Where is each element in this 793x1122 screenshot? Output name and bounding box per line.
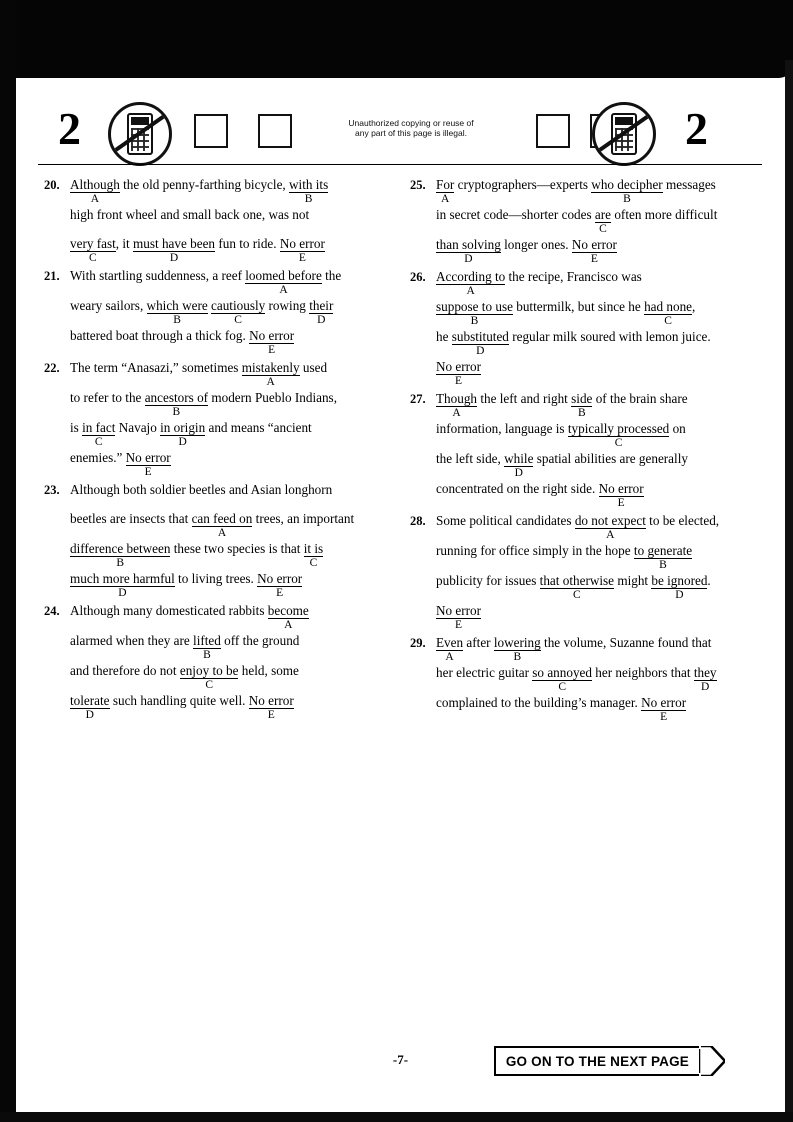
- choice-B-label: B: [513, 651, 522, 663]
- choice-E-label: E: [144, 466, 152, 478]
- copyright-note-line1: Unauthorized copying or reuse of: [348, 118, 474, 128]
- choice-E-label: E: [268, 344, 276, 356]
- stem-text: The term “Anasazi,” sometimes: [70, 360, 239, 375]
- choice-A-label: A: [217, 527, 227, 539]
- choice-B-label: B: [304, 193, 313, 205]
- choice-E-text[interactable]: No error: [279, 236, 325, 251]
- choice-C-text[interactable]: enjoy to be: [179, 663, 239, 678]
- page-number: -7-: [392, 1052, 409, 1067]
- choice-C-text[interactable]: very fast: [70, 236, 116, 251]
- choice-C-text[interactable]: it is: [303, 541, 324, 556]
- question-number: 23.: [44, 483, 60, 497]
- stem-text: beetles are insects that: [70, 511, 189, 526]
- copyright-note-line2: any part of this page is illegal.: [355, 128, 467, 138]
- section-number-right: 2: [685, 103, 708, 154]
- choice-B-label: B: [577, 407, 586, 419]
- question-column-right: [410, 178, 740, 728]
- stem-text: these two species is that: [173, 541, 301, 556]
- checkbox-1[interactable]: [194, 114, 228, 148]
- choice-E-text[interactable]: No error: [125, 450, 171, 465]
- stem-text: to be elected,: [649, 513, 720, 528]
- choice-D-label: D: [169, 252, 179, 264]
- question-number: 27.: [410, 392, 426, 406]
- choice-E-label: E: [267, 709, 275, 721]
- choice-A-label: A: [441, 193, 450, 205]
- stem-text: used: [302, 360, 328, 375]
- stem-text: concentrated on the right side.: [436, 481, 596, 496]
- stem-text: on: [672, 421, 686, 436]
- go-on-banner: [494, 1046, 725, 1076]
- choice-E-text[interactable]: No error: [598, 481, 644, 496]
- stem-text: in secret code—shorter codes: [436, 207, 592, 222]
- choice-E-label: E: [455, 375, 463, 387]
- choice-D-text[interactable]: while: [504, 451, 534, 466]
- choice-C-label: C: [205, 679, 213, 691]
- question-28: [410, 513, 740, 631]
- choice-A-text[interactable]: do not expect: [574, 513, 646, 528]
- stem-text: and means “ancient: [208, 420, 312, 435]
- choice-D-label: D: [85, 709, 94, 721]
- choice-D-text[interactable]: than solving: [436, 237, 501, 252]
- choice-E-text[interactable]: No error: [249, 328, 295, 343]
- stem-text: weary sailors,: [70, 298, 144, 313]
- choice-C-label: C: [599, 223, 607, 235]
- stem-text: spatial abilities are generally: [536, 451, 688, 466]
- choice-A-text[interactable]: According to: [436, 269, 506, 284]
- stem-text: With startling suddenness, a reef: [70, 268, 242, 283]
- choice-A-text[interactable]: mistakenly: [241, 360, 300, 375]
- question-25: [410, 177, 740, 265]
- choice-B-label: B: [173, 314, 181, 326]
- choice-D-label: D: [464, 253, 473, 265]
- choice-C-label: C: [89, 252, 97, 264]
- stem-text: the volume, Suzanne found that: [544, 635, 712, 650]
- stem-text: the: [325, 268, 342, 283]
- choice-D-label: D: [514, 467, 523, 479]
- header-divider: [38, 164, 762, 165]
- go-on-label: GO ON TO THE NEXT PAGE: [494, 1046, 699, 1076]
- question-20: [44, 177, 374, 264]
- stem-text: .: [707, 573, 711, 588]
- stem-text: cryptographers—experts: [457, 177, 588, 192]
- choice-E-text[interactable]: No error: [571, 237, 617, 252]
- choice-A-label: A: [90, 193, 100, 205]
- question-number: 28.: [410, 514, 426, 528]
- choice-E-text[interactable]: No error: [257, 571, 303, 586]
- question-number: 26.: [410, 270, 426, 284]
- choice-D-text[interactable]: be ignored: [651, 573, 708, 588]
- stem-text: regular milk soured with lemon juice.: [512, 329, 711, 344]
- stem-text: alarmed when they are: [70, 633, 190, 648]
- question-column-left: [44, 178, 374, 726]
- choice-C-label: C: [664, 315, 672, 327]
- question-number: 24.: [44, 604, 60, 618]
- question-26: [410, 269, 740, 387]
- stem-text: Although both soldier beetles and Asian longhorn: [70, 482, 333, 497]
- page-sheet: [16, 78, 785, 1112]
- choice-B-text[interactable]: difference between: [70, 541, 171, 556]
- choice-A-label: A: [452, 407, 461, 419]
- choice-C-label: C: [309, 557, 318, 569]
- choice-D-label: D: [118, 587, 127, 599]
- stem-text: battered boat through a thick fog.: [70, 328, 246, 343]
- question-22: [44, 360, 374, 478]
- question-number: 29.: [410, 636, 426, 650]
- question-27: [410, 391, 740, 509]
- stem-text: held, some: [241, 663, 299, 678]
- stem-text: modern Pueblo Indians,: [211, 390, 337, 405]
- choice-A-text[interactable]: For: [436, 177, 455, 192]
- choice-C-text[interactable]: cautiously: [211, 298, 266, 313]
- question-29: [410, 635, 740, 723]
- choice-D-label: D: [476, 345, 485, 357]
- stem-text: is: [70, 420, 79, 435]
- stem-text: the recipe, Francisco was: [508, 269, 642, 284]
- choice-A-label: A: [445, 651, 454, 663]
- question-number: 22.: [44, 361, 60, 375]
- choice-A-label: A: [466, 285, 475, 297]
- stem-text: to living trees.: [178, 571, 254, 586]
- choice-B-text[interactable]: suppose to use: [436, 299, 513, 314]
- stem-text: trees, an important: [255, 511, 355, 526]
- question-number: 20.: [44, 178, 60, 192]
- stem-text: her neighbors that: [595, 665, 691, 680]
- stem-text: publicity for issues: [436, 573, 537, 588]
- question-number: 21.: [44, 269, 60, 283]
- choice-D-text[interactable]: much more harmful: [70, 571, 175, 586]
- scan-edge-left: [0, 0, 16, 1122]
- choice-C-label: C: [573, 589, 581, 601]
- choice-B-text[interactable]: ancestors of: [144, 390, 209, 405]
- copyright-note: [336, 118, 486, 138]
- choice-A-label: A: [279, 284, 288, 296]
- choice-E-text[interactable]: No error: [436, 359, 482, 374]
- stem-text: Navajo: [118, 420, 157, 435]
- choice-E-label: E: [455, 619, 463, 631]
- choice-C-text[interactable]: had none: [644, 299, 693, 314]
- section-number-left: 2: [58, 103, 81, 154]
- choice-A-label: A: [266, 376, 275, 388]
- choice-A-text[interactable]: loomed before: [245, 268, 322, 283]
- scan-edge-top: [0, 0, 793, 78]
- stem-text: ,: [692, 299, 696, 314]
- choice-D-text[interactable]: must have been: [133, 236, 216, 251]
- choice-A-text[interactable]: Even: [436, 635, 464, 650]
- stem-text: the old penny-farthing bicycle,: [123, 177, 286, 192]
- stem-text: often more difficult: [614, 207, 718, 222]
- choice-B-text[interactable]: lifted: [193, 633, 221, 648]
- choice-E-text[interactable]: No error: [248, 693, 294, 708]
- stem-text: the left side,: [436, 451, 501, 466]
- choice-E-text[interactable]: No error: [436, 603, 482, 618]
- choice-B-text[interactable]: with its: [289, 177, 329, 192]
- stem-text: her electric guitar: [436, 665, 529, 680]
- choice-E-text[interactable]: No error: [641, 695, 687, 710]
- choice-D-text[interactable]: in origin: [160, 420, 206, 435]
- choice-E-label: E: [617, 497, 625, 509]
- choice-A-text[interactable]: become: [267, 603, 309, 618]
- choice-D-text[interactable]: their: [309, 298, 334, 313]
- choice-D-label: D: [675, 589, 684, 601]
- choice-B-label: B: [116, 557, 125, 569]
- choice-B-label: B: [203, 649, 211, 661]
- question-24: [44, 603, 374, 721]
- stem-text: Although many domesticated rabbits: [70, 603, 265, 618]
- question-21: [44, 268, 374, 356]
- stem-text: longer ones.: [504, 237, 569, 252]
- choice-C-text[interactable]: typically processed: [567, 421, 670, 436]
- choice-D-text[interactable]: substituted: [451, 329, 509, 344]
- choice-C-label: C: [558, 681, 566, 693]
- stem-text: might: [617, 573, 649, 588]
- choice-C-text[interactable]: so annoyed: [532, 665, 592, 680]
- choice-A-text[interactable]: Although: [70, 177, 120, 192]
- question-number: 25.: [410, 178, 426, 192]
- choice-B-text[interactable]: side: [571, 391, 593, 406]
- stem-text: messages: [666, 177, 716, 192]
- stem-text: information, language is: [436, 421, 565, 436]
- choice-E-label: E: [590, 253, 598, 265]
- choice-A-text[interactable]: can feed on: [191, 511, 253, 526]
- choice-C-label: C: [234, 314, 242, 326]
- stem-text: running for office simply in the hope: [436, 543, 631, 558]
- stem-text: complained to the building’s manager.: [436, 695, 638, 710]
- stem-text: and therefore do not: [70, 663, 177, 678]
- scan-edge-right: [785, 60, 793, 1122]
- stem-text: rowing: [268, 298, 306, 313]
- choice-C-text[interactable]: in fact: [82, 420, 116, 435]
- choice-D-label: D: [178, 436, 187, 448]
- choice-B-text[interactable]: lowering: [493, 635, 541, 650]
- no-calculator-icon: [592, 102, 656, 166]
- choice-A-label: A: [284, 619, 293, 631]
- stem-text: off the ground: [224, 633, 300, 648]
- choice-C-label: C: [94, 436, 103, 448]
- stem-text: such handling quite well.: [112, 693, 246, 708]
- stem-text: enemies.”: [70, 450, 123, 465]
- choice-D-text[interactable]: they: [693, 665, 717, 680]
- choice-E-label: E: [276, 587, 284, 599]
- stem-text: Some political candidates: [436, 513, 572, 528]
- checkbox-3[interactable]: [536, 114, 570, 148]
- arrow-right-icon: [699, 1046, 725, 1076]
- choice-B-text[interactable]: to generate: [633, 543, 693, 558]
- scan-edge-bottom: [0, 1112, 793, 1122]
- page-header: [36, 96, 766, 162]
- choice-B-label: B: [623, 193, 631, 205]
- stem-text: the left and right: [480, 391, 568, 406]
- choice-C-label: C: [614, 437, 623, 449]
- no-calculator-icon: [108, 102, 172, 166]
- question-23: [44, 482, 374, 599]
- choice-B-text[interactable]: who decipher: [591, 177, 663, 192]
- stem-text: after: [466, 635, 491, 650]
- choice-D-label: D: [701, 681, 710, 693]
- choice-D-label: D: [317, 314, 326, 326]
- stem-text: he: [436, 329, 449, 344]
- stem-text: high front wheel and small back one, was not: [70, 207, 310, 222]
- choice-B-text[interactable]: which were: [146, 298, 208, 313]
- stem-text: to refer to the: [70, 390, 142, 405]
- stem-text: of the brain share: [595, 391, 688, 406]
- checkbox-2[interactable]: [258, 114, 292, 148]
- choice-B-label: B: [172, 406, 181, 418]
- choice-C-text[interactable]: that otherwise: [539, 573, 615, 588]
- stem-text: , it: [115, 236, 130, 251]
- choice-A-text[interactable]: Though: [436, 391, 478, 406]
- choice-D-text[interactable]: tolerate: [70, 693, 110, 708]
- choice-E-label: E: [660, 711, 668, 723]
- choice-B-label: B: [659, 559, 667, 571]
- choice-B-label: B: [470, 315, 479, 327]
- stem-text: buttermilk, but since he: [516, 299, 641, 314]
- stem-text: fun to ride.: [218, 236, 277, 251]
- choice-A-label: A: [606, 529, 615, 541]
- choice-E-label: E: [298, 252, 306, 264]
- choice-C-text[interactable]: are: [594, 207, 612, 222]
